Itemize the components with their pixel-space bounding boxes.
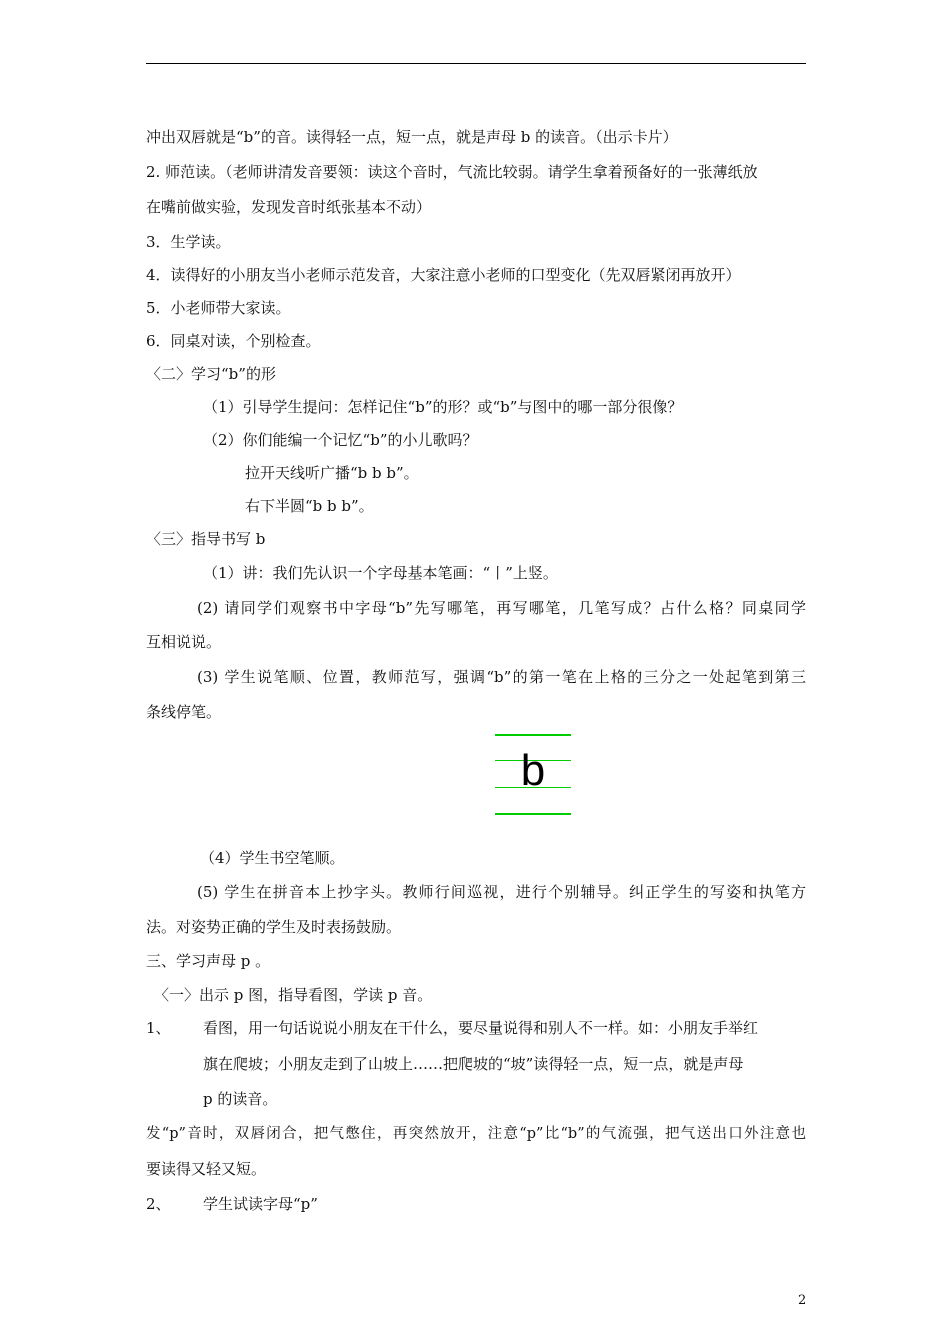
- text-line: (5) 学生在拼音本上抄字头。教师行间巡视，进行个别辅导。纠正学生的写姿和执笔方: [197, 883, 806, 901]
- list-number: 1、: [146, 1019, 171, 1037]
- text-line: 看图，用一句话说说小朋友在干什么，要尽量说得和别人不一样。如：小朋友手举红: [203, 1019, 759, 1037]
- grid-line-4: [495, 813, 571, 815]
- text-line: 6．同桌对读，个别检查。: [146, 332, 321, 350]
- section-heading: 〈一〉出示 p 图，指导看图，学读 p 音。: [154, 986, 433, 1004]
- section-heading: 〈二〉学习“b”的形: [146, 365, 276, 383]
- page-number: 2: [798, 1293, 807, 1308]
- text-line: p 的读音。: [203, 1090, 278, 1108]
- list-number: 2、: [146, 1195, 171, 1213]
- text-line: 发“p”音时，双唇闭合，把气憋住，再突然放开，注意“p”比“b”的气流强，把气送出口外注意也: [146, 1126, 806, 1142]
- text-line: 2. 师范读。（老师讲清发音要领：读这个音时，气流比较弱。请学生拿着预备好的一张薄纸放: [146, 163, 758, 181]
- text-line: 在嘴前做实验，发现发音时纸张基本不动）: [146, 198, 432, 216]
- section-heading: 三、学习声母 p 。: [146, 952, 271, 970]
- text-line: (2) 请同学们观察书中字母“b”先写哪笔，再写哪笔，几笔写成？占什么格？同桌同学: [197, 599, 806, 617]
- header-rule: [146, 63, 806, 64]
- text-line: 要读得又轻又短。: [146, 1160, 267, 1178]
- text-line: （4）学生书空笔顺。: [200, 849, 345, 867]
- text-line: 5．小老师带大家读。: [146, 299, 291, 317]
- grid-line-1: [495, 734, 571, 736]
- text-line: （1）讲：我们先认识一个字母基本笔画：“丨”上竖。: [203, 564, 558, 582]
- text-line: （2）你们能编一个记忆“b”的小儿歌吗？: [203, 431, 478, 449]
- four-line-grid: [495, 734, 571, 816]
- text-line: 旗在爬坡；小朋友走到了山坡上……把爬坡的“坡”读得轻一点，短一点，就是声母: [203, 1055, 744, 1073]
- rhyme-line: 右下半圆“b b b”。: [245, 497, 374, 515]
- text-line: 法。对姿势正确的学生及时表扬鼓励。: [146, 918, 402, 936]
- text-line: 学生试读字母“p”: [203, 1195, 318, 1213]
- text-line: (3) 学生说笔顺、位置，教师范写，强调“b”的第一笔在上格的三分之一处起笔到第三: [197, 668, 806, 686]
- section-heading: 〈三〉指导书写 b: [146, 530, 266, 548]
- rhyme-line: 拉开天线听广播“b b b”。: [245, 464, 419, 482]
- grid-letter-b: b: [520, 746, 546, 795]
- text-line: 3．生学读。: [146, 233, 231, 251]
- text-line: 冲出双唇就是“b”的音。读得轻一点，短一点，就是声母 b 的读音。（出示卡片）: [146, 128, 678, 146]
- text-line: 互相说说。: [146, 633, 222, 651]
- text-line: 4．读得好的小朋友当小老师示范发音，大家注意小老师的口型变化（先双唇紧闭再放开）: [146, 266, 741, 284]
- text-line: 条线停笔。: [146, 703, 222, 721]
- text-line: （1）引导学生提问：怎样记住“b”的形？或“b”与图中的哪一部分很像？: [203, 398, 683, 416]
